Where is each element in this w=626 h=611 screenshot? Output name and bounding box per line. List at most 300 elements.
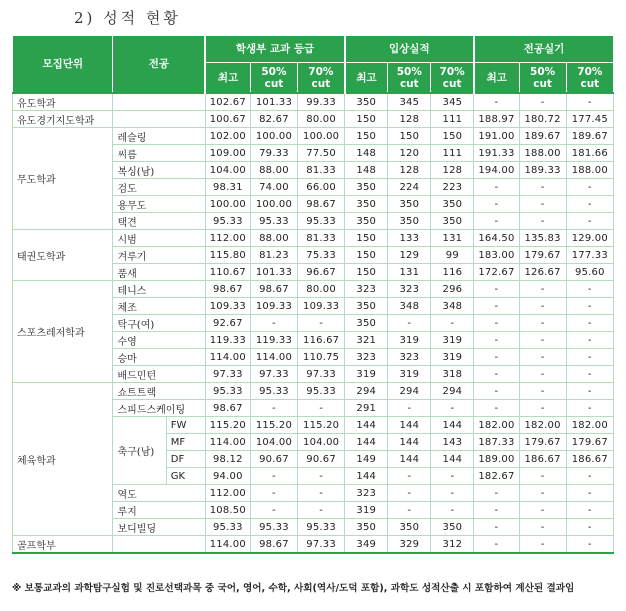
value-cell: 81.33	[298, 230, 345, 247]
value-cell: 110.67	[205, 264, 250, 281]
header-unit: 모집단위	[13, 36, 113, 94]
value-cell: 182.00	[566, 417, 613, 434]
value-cell: -	[519, 383, 566, 400]
value-cell: -	[474, 400, 519, 417]
value-cell: 150	[431, 128, 474, 145]
value-cell: 74.00	[250, 179, 297, 196]
value-cell: 131	[388, 264, 431, 281]
value-cell: -	[566, 315, 613, 332]
table-row	[13, 93, 614, 111]
value-cell: 88.00	[250, 162, 297, 179]
major-cell: 보디빌딩	[113, 519, 205, 536]
value-cell: 319	[431, 349, 474, 366]
value-cell: 133	[388, 230, 431, 247]
value-cell: 148	[345, 162, 388, 179]
value-cell: 191.00	[474, 128, 519, 145]
value-cell: 323	[345, 349, 388, 366]
value-cell: -	[474, 502, 519, 519]
value-cell: 350	[345, 196, 388, 213]
value-cell: 143	[431, 434, 474, 451]
value-cell: 319	[345, 502, 388, 519]
value-cell: -	[474, 366, 519, 383]
value-cell: 294	[431, 383, 474, 400]
value-cell: 345	[431, 93, 474, 111]
value-cell: 97.33	[298, 366, 345, 383]
header-group-practical: 전공실기	[474, 36, 614, 63]
value-cell: 98.12	[205, 451, 250, 468]
value-cell: 101.33	[250, 264, 297, 281]
value-cell: 80.00	[298, 281, 345, 298]
value-cell: 99.33	[298, 93, 345, 111]
value-cell: 188.97	[474, 111, 519, 128]
value-cell: 150	[388, 128, 431, 145]
value-cell: 350	[345, 213, 388, 230]
value-cell: 102.67	[205, 93, 250, 111]
value-cell: 115.80	[205, 247, 250, 264]
value-cell: -	[250, 315, 297, 332]
value-cell: -	[519, 179, 566, 196]
unit-cell: 체육학과	[13, 383, 113, 536]
value-cell: -	[519, 366, 566, 383]
value-cell: -	[519, 349, 566, 366]
value-cell: -	[474, 315, 519, 332]
value-cell: -	[566, 196, 613, 213]
header-sub-3: 최고	[345, 63, 388, 94]
value-cell: -	[566, 485, 613, 502]
value-cell: -	[250, 468, 297, 485]
value-cell: -	[474, 332, 519, 349]
value-cell: 81.23	[250, 247, 297, 264]
value-cell: 92.67	[205, 315, 250, 332]
value-cell: 172.67	[474, 264, 519, 281]
value-cell: -	[566, 179, 613, 196]
table-row	[13, 230, 614, 247]
value-cell: -	[298, 485, 345, 502]
value-cell: 180.72	[519, 111, 566, 128]
value-cell: 95.33	[205, 213, 250, 230]
value-cell: 114.00	[250, 349, 297, 366]
value-cell: 115.20	[250, 417, 297, 434]
value-cell: 109.00	[205, 145, 250, 162]
value-cell: 100.67	[205, 111, 250, 128]
major-cell-empty	[113, 536, 205, 554]
value-cell: -	[566, 468, 613, 485]
unit-cell: 유도경기지도학과	[13, 111, 113, 128]
value-cell: -	[519, 332, 566, 349]
value-cell: 82.67	[250, 111, 297, 128]
value-cell: 150	[345, 264, 388, 281]
value-cell: 108.50	[205, 502, 250, 519]
value-cell: 350	[345, 315, 388, 332]
value-cell: 97.33	[298, 536, 345, 554]
value-cell: 90.67	[250, 451, 297, 468]
value-cell: -	[519, 536, 566, 554]
value-cell: -	[250, 485, 297, 502]
value-cell: 97.33	[205, 366, 250, 383]
value-cell: 95.33	[298, 213, 345, 230]
value-cell: 186.67	[566, 451, 613, 468]
value-cell: -	[474, 485, 519, 502]
value-cell: -	[519, 196, 566, 213]
value-cell: 182.00	[519, 417, 566, 434]
value-cell: 321	[345, 332, 388, 349]
value-cell: -	[474, 536, 519, 554]
value-cell: 148	[345, 145, 388, 162]
grade-status-table	[12, 35, 614, 554]
value-cell: 189.67	[519, 128, 566, 145]
value-cell: 319	[388, 332, 431, 349]
value-cell: -	[431, 485, 474, 502]
major-cell: 복싱(남)	[113, 162, 205, 179]
value-cell: 350	[345, 519, 388, 536]
value-cell: 128	[388, 162, 431, 179]
value-cell: -	[298, 502, 345, 519]
value-cell: -	[298, 468, 345, 485]
value-cell: 104.00	[298, 434, 345, 451]
value-cell: 79.33	[250, 145, 297, 162]
value-cell: 144	[388, 434, 431, 451]
value-cell: -	[519, 298, 566, 315]
value-cell: -	[250, 400, 297, 417]
header-group-awards: 입상실적	[345, 36, 474, 63]
major-cell: 테니스	[113, 281, 205, 298]
value-cell: 104.00	[205, 162, 250, 179]
value-cell: 179.67	[566, 434, 613, 451]
unit-cell: 유도학과	[13, 93, 113, 111]
header-sub-2: 70% cut	[298, 63, 345, 94]
value-cell: -	[388, 485, 431, 502]
value-cell: -	[298, 400, 345, 417]
value-cell: 115.20	[205, 417, 250, 434]
value-cell: 329	[388, 536, 431, 554]
major-cell: 체조	[113, 298, 205, 315]
value-cell: 101.33	[250, 93, 297, 111]
major-cell: 루지	[113, 502, 205, 519]
value-cell: 102.00	[205, 128, 250, 145]
value-cell: 96.67	[298, 264, 345, 281]
value-cell: 100.00	[298, 128, 345, 145]
value-cell: 129.00	[566, 230, 613, 247]
major-cell: 시범	[113, 230, 205, 247]
header-sub-7: 50% cut	[519, 63, 566, 94]
value-cell: 291	[345, 400, 388, 417]
value-cell: 224	[388, 179, 431, 196]
value-cell: 179.67	[519, 434, 566, 451]
value-cell: 95.33	[250, 519, 297, 536]
major-cell: 역도	[113, 485, 205, 502]
value-cell: 99	[431, 247, 474, 264]
value-cell: 350	[431, 213, 474, 230]
major-cell: 택견	[113, 213, 205, 230]
position-cell: GK	[166, 468, 205, 485]
value-cell: 144	[345, 468, 388, 485]
value-cell: 129	[388, 247, 431, 264]
value-cell: -	[566, 366, 613, 383]
value-cell: 90.67	[298, 451, 345, 468]
value-cell: 77.50	[298, 145, 345, 162]
value-cell: -	[298, 315, 345, 332]
value-cell: 114.00	[205, 434, 250, 451]
value-cell: 188.00	[566, 162, 613, 179]
value-cell: 95.33	[298, 519, 345, 536]
major-cell: 탁구(여)	[113, 315, 205, 332]
value-cell: -	[519, 502, 566, 519]
value-cell: 98.31	[205, 179, 250, 196]
major-cell: 용무도	[113, 196, 205, 213]
table-row	[13, 281, 614, 298]
position-cell: MF	[166, 434, 205, 451]
value-cell: -	[566, 349, 613, 366]
value-cell: -	[388, 400, 431, 417]
value-cell: 348	[431, 298, 474, 315]
value-cell: 350	[388, 213, 431, 230]
value-cell: 110.75	[298, 349, 345, 366]
value-cell: -	[566, 213, 613, 230]
value-cell: -	[431, 315, 474, 332]
value-cell: -	[474, 213, 519, 230]
value-cell: -	[566, 400, 613, 417]
major-cell: 품새	[113, 264, 205, 281]
value-cell: -	[519, 468, 566, 485]
header-sub-1: 50% cut	[250, 63, 297, 94]
major-cell: 쇼트트랙	[113, 383, 205, 400]
position-cell: DF	[166, 451, 205, 468]
value-cell: 319	[388, 366, 431, 383]
value-cell: 183.00	[474, 247, 519, 264]
value-cell: 144	[388, 417, 431, 434]
value-cell: 109.33	[298, 298, 345, 315]
value-cell: 98.67	[298, 196, 345, 213]
table-row	[13, 111, 614, 128]
table-row	[13, 128, 614, 145]
value-cell: 150	[345, 230, 388, 247]
major-cell: 스피드스케이팅	[113, 400, 205, 417]
value-cell: -	[474, 519, 519, 536]
value-cell: 119.33	[250, 332, 297, 349]
value-cell: 98.67	[205, 281, 250, 298]
value-cell: 114.00	[205, 536, 250, 554]
unit-cell: 무도학과	[13, 128, 113, 230]
value-cell: -	[519, 519, 566, 536]
value-cell: 350	[388, 196, 431, 213]
value-cell: -	[566, 502, 613, 519]
value-cell: 177.33	[566, 247, 613, 264]
major-cell: 배드민턴	[113, 366, 205, 383]
value-cell: 186.67	[519, 451, 566, 468]
value-cell: 112.00	[205, 230, 250, 247]
value-cell: 182.67	[474, 468, 519, 485]
value-cell: 81.33	[298, 162, 345, 179]
major-cell: 검도	[113, 179, 205, 196]
value-cell: 144	[345, 434, 388, 451]
value-cell: 187.33	[474, 434, 519, 451]
value-cell: 350	[345, 93, 388, 111]
value-cell: 100.00	[205, 196, 250, 213]
major-cell-empty	[113, 111, 205, 128]
value-cell: -	[519, 485, 566, 502]
value-cell: 150	[345, 128, 388, 145]
value-cell: 350	[345, 179, 388, 196]
major-cell-empty	[113, 93, 205, 111]
value-cell: -	[388, 468, 431, 485]
value-cell: -	[566, 281, 613, 298]
value-cell: 323	[345, 281, 388, 298]
value-cell: -	[519, 315, 566, 332]
value-cell: 150	[345, 111, 388, 128]
value-cell: -	[519, 93, 566, 111]
value-cell: 323	[345, 485, 388, 502]
value-cell: 189.67	[566, 128, 613, 145]
value-cell: -	[519, 281, 566, 298]
value-cell: -	[519, 400, 566, 417]
value-cell: 131	[431, 230, 474, 247]
value-cell: 319	[345, 366, 388, 383]
value-cell: 104.00	[250, 434, 297, 451]
footnote: ※ 보통교과의 과학탐구실험 및 진로선택과목 중 국어, 영어, 수학, 사회(역사/도덕 포함), 과학도 성적산출 시 포함하여 계산된 결과임	[12, 583, 575, 594]
unit-cell: 태권도학과	[13, 230, 113, 281]
value-cell: -	[566, 298, 613, 315]
value-cell: 66.00	[298, 179, 345, 196]
value-cell: 119.33	[205, 332, 250, 349]
value-cell: -	[519, 213, 566, 230]
value-cell: -	[566, 519, 613, 536]
value-cell: 97.33	[250, 366, 297, 383]
value-cell: 109.33	[205, 298, 250, 315]
value-cell: 144	[431, 417, 474, 434]
value-cell: -	[250, 502, 297, 519]
value-cell: 100.00	[250, 196, 297, 213]
value-cell: -	[474, 93, 519, 111]
value-cell: -	[431, 468, 474, 485]
value-cell: -	[566, 536, 613, 554]
value-cell: 294	[345, 383, 388, 400]
value-cell: 194.00	[474, 162, 519, 179]
value-cell: 312	[431, 536, 474, 554]
value-cell: 95.33	[250, 383, 297, 400]
major-cell: 레슬링	[113, 128, 205, 145]
major-cell: 겨루기	[113, 247, 205, 264]
section-title: 2) 성적 현황	[74, 9, 181, 27]
header-sub-6: 최고	[474, 63, 519, 94]
value-cell: 223	[431, 179, 474, 196]
table-row	[13, 536, 614, 554]
header-sub-4: 50% cut	[388, 63, 431, 94]
value-cell: 88.00	[250, 230, 297, 247]
value-cell: 75.33	[298, 247, 345, 264]
value-cell: 149	[345, 451, 388, 468]
value-cell: 111	[431, 145, 474, 162]
value-cell: 100.00	[250, 128, 297, 145]
value-cell: -	[388, 315, 431, 332]
value-cell: 350	[388, 519, 431, 536]
value-cell: 348	[388, 298, 431, 315]
value-cell: 294	[388, 383, 431, 400]
value-cell: 323	[388, 281, 431, 298]
value-cell: -	[388, 502, 431, 519]
value-cell: -	[566, 383, 613, 400]
value-cell: -	[474, 349, 519, 366]
value-cell: -	[431, 502, 474, 519]
value-cell: 191.33	[474, 145, 519, 162]
value-cell: 296	[431, 281, 474, 298]
unit-cell: 골프학부	[13, 536, 113, 554]
value-cell: -	[566, 93, 613, 111]
value-cell: 150	[345, 247, 388, 264]
value-cell: -	[474, 179, 519, 196]
value-cell: 126.67	[519, 264, 566, 281]
value-cell: 349	[345, 536, 388, 554]
value-cell: 128	[431, 162, 474, 179]
value-cell: 120	[388, 145, 431, 162]
unit-cell: 스포츠레저학과	[13, 281, 113, 383]
value-cell: 350	[431, 196, 474, 213]
value-cell: 111	[431, 111, 474, 128]
value-cell: 181.66	[566, 145, 613, 162]
value-cell: 95.33	[298, 383, 345, 400]
value-cell: 144	[388, 451, 431, 468]
value-cell: 164.50	[474, 230, 519, 247]
value-cell: 182.00	[474, 417, 519, 434]
value-cell: 350	[345, 298, 388, 315]
table-row	[13, 383, 614, 400]
value-cell: -	[566, 332, 613, 349]
major-cell: 승마	[113, 349, 205, 366]
value-cell: 323	[388, 349, 431, 366]
value-cell: 98.67	[250, 281, 297, 298]
value-cell: 179.67	[519, 247, 566, 264]
header-sub-5: 70% cut	[431, 63, 474, 94]
value-cell: 94.00	[205, 468, 250, 485]
value-cell: 116	[431, 264, 474, 281]
value-cell: 112.00	[205, 485, 250, 502]
value-cell: 189.00	[474, 451, 519, 468]
major-cell: 축구(남)	[113, 417, 166, 485]
value-cell: 115.20	[298, 417, 345, 434]
value-cell: 318	[431, 366, 474, 383]
value-cell: -	[474, 298, 519, 315]
value-cell: 98.67	[205, 400, 250, 417]
value-cell: 144	[431, 451, 474, 468]
value-cell: 98.67	[250, 536, 297, 554]
value-cell: 319	[431, 332, 474, 349]
value-cell: 188.00	[519, 145, 566, 162]
value-cell: 95.33	[205, 383, 250, 400]
value-cell: 114.00	[205, 349, 250, 366]
header-major: 전공	[113, 36, 205, 94]
header-group-gpa: 학생부 교과 등급	[205, 36, 344, 63]
value-cell: 116.67	[298, 332, 345, 349]
value-cell: 135.83	[519, 230, 566, 247]
value-cell: 95.33	[250, 213, 297, 230]
value-cell: -	[431, 400, 474, 417]
major-cell: 씨름	[113, 145, 205, 162]
header-sub-0: 최고	[205, 63, 250, 94]
value-cell: 177.45	[566, 111, 613, 128]
value-cell: 109.33	[250, 298, 297, 315]
header-sub-8: 70% cut	[566, 63, 613, 94]
major-cell: 수영	[113, 332, 205, 349]
value-cell: 345	[388, 93, 431, 111]
value-cell: 189.33	[519, 162, 566, 179]
value-cell: -	[474, 196, 519, 213]
value-cell: 95.60	[566, 264, 613, 281]
value-cell: 350	[431, 519, 474, 536]
value-cell: 128	[388, 111, 431, 128]
value-cell: 95.33	[205, 519, 250, 536]
position-cell: FW	[166, 417, 205, 434]
value-cell: 80.00	[298, 111, 345, 128]
value-cell: -	[474, 281, 519, 298]
